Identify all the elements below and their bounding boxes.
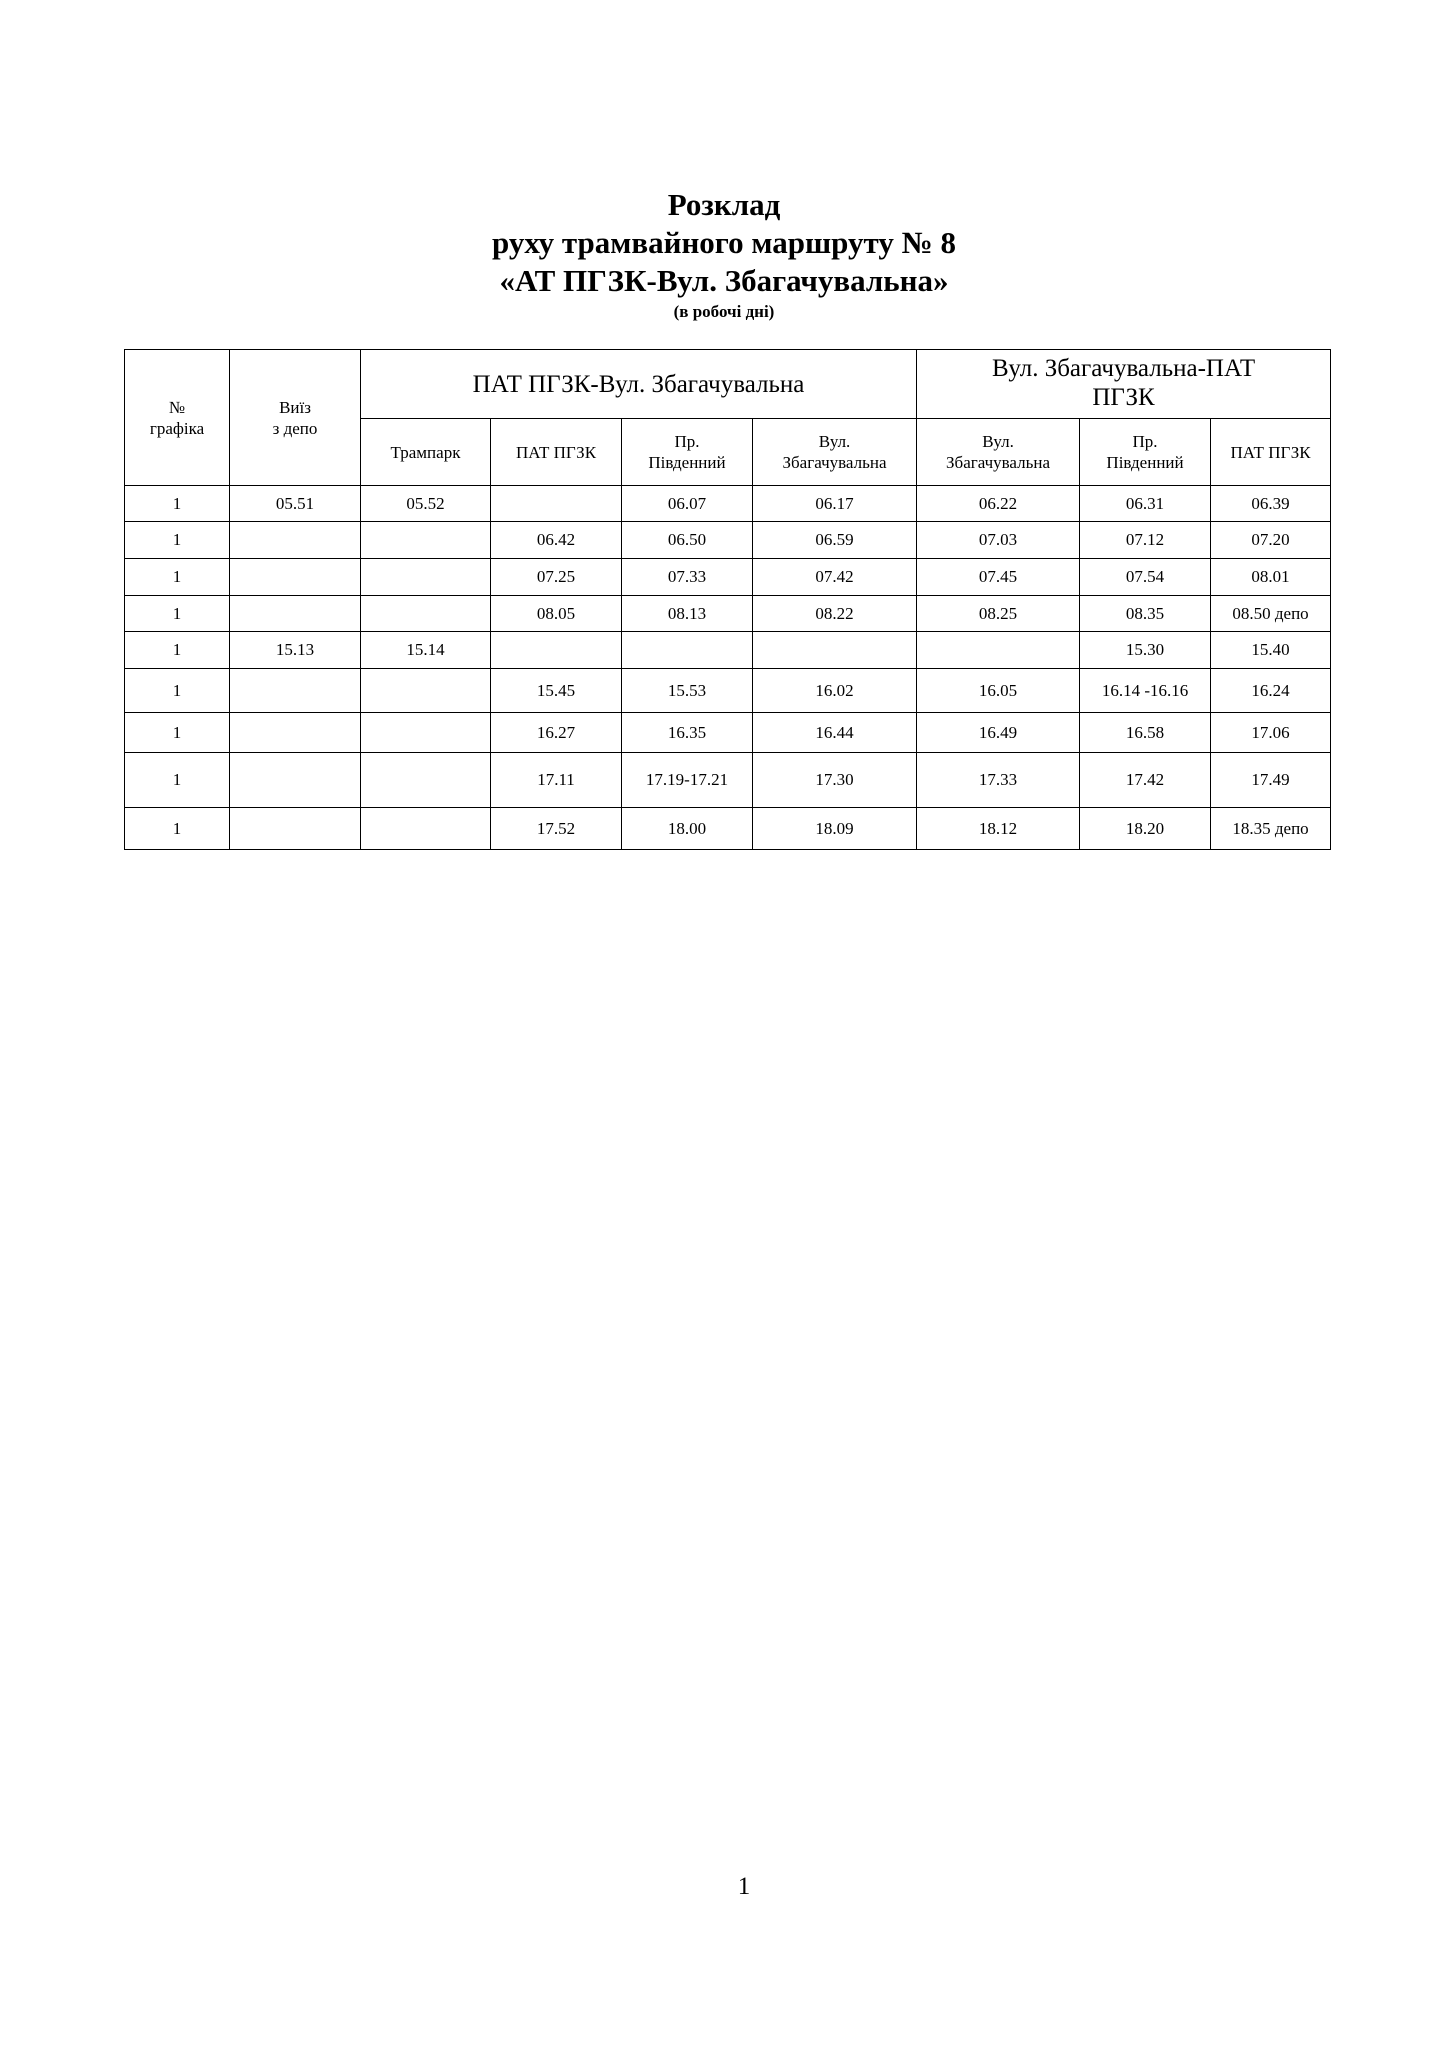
header-stop-pat-pgzk: ПАТ ПГЗК xyxy=(491,419,622,486)
header-depot-exit: Виїз з депо xyxy=(230,350,361,486)
cell-time: 06.59 xyxy=(753,522,917,559)
table-row xyxy=(125,753,1331,808)
cell-schedule-number: 1 xyxy=(125,713,230,753)
cell-time: 07.54 xyxy=(1080,559,1211,596)
cell-time: 08.25 xyxy=(917,596,1080,632)
table-row xyxy=(125,632,1331,669)
table-row xyxy=(125,713,1331,753)
title-line-3: «АТ ПГЗК-Вул. Збагачувальна» xyxy=(499,263,949,298)
cell-depot-exit xyxy=(230,559,361,596)
cell-depot-exit xyxy=(230,522,361,559)
cell-time: 16.35 xyxy=(622,713,753,753)
cell-time: 17.49 xyxy=(1211,753,1331,808)
title-block xyxy=(0,186,1448,323)
header-schedule-number: № графіка xyxy=(125,350,230,486)
cell-time: 08.35 xyxy=(1080,596,1211,632)
cell-time: 17.11 xyxy=(491,753,622,808)
cell-time: 06.31 xyxy=(1080,486,1211,522)
cell-time xyxy=(917,632,1080,669)
cell-depot-exit xyxy=(230,753,361,808)
cell-time: 18.20 xyxy=(1080,808,1211,850)
cell-time: 07.25 xyxy=(491,559,622,596)
cell-time: 16.14 -16.16 xyxy=(1080,669,1211,713)
cell-time: 06.50 xyxy=(622,522,753,559)
cell-time: 06.39 xyxy=(1211,486,1331,522)
cell-time xyxy=(491,632,622,669)
cell-time: 07.20 xyxy=(1211,522,1331,559)
cell-time xyxy=(361,669,491,713)
table-row xyxy=(125,596,1331,632)
cell-time: 08.01 xyxy=(1211,559,1331,596)
cell-schedule-number: 1 xyxy=(125,669,230,713)
cell-time: 07.45 xyxy=(917,559,1080,596)
header-stop-pivdennyi: Пр. Південний xyxy=(622,419,753,486)
cell-time: 06.42 xyxy=(491,522,622,559)
header-stop-zbahachuvalna: Вул. Збагачувальна xyxy=(753,419,917,486)
header-row-1 xyxy=(125,350,1331,419)
cell-time xyxy=(361,559,491,596)
cell-time: 17.33 xyxy=(917,753,1080,808)
cell-time: 15.40 xyxy=(1211,632,1331,669)
cell-time xyxy=(622,632,753,669)
table-row xyxy=(125,808,1331,850)
cell-time xyxy=(361,713,491,753)
cell-time: 08.05 xyxy=(491,596,622,632)
cell-time: 15.53 xyxy=(622,669,753,713)
cell-schedule-number: 1 xyxy=(125,808,230,850)
cell-time: 18.35 депо xyxy=(1211,808,1331,850)
table-row xyxy=(125,669,1331,713)
cell-time: 16.58 xyxy=(1080,713,1211,753)
header-group-outbound: ПАТ ПГЗК-Вул. Збагачувальна xyxy=(361,350,917,419)
title-line-2: руху трамвайного маршруту № 8 xyxy=(491,225,956,260)
cell-time: 05.52 xyxy=(361,486,491,522)
cell-time: 08.13 xyxy=(622,596,753,632)
table-row xyxy=(125,486,1331,522)
cell-time: 17.19-17.21 xyxy=(622,753,753,808)
cell-schedule-number: 1 xyxy=(125,632,230,669)
header-group-inbound: Вул. Збагачувальна-ПАТ ПГЗК xyxy=(917,350,1331,419)
cell-time: 06.22 xyxy=(917,486,1080,522)
cell-time: 07.42 xyxy=(753,559,917,596)
header-stop-tram-park: Трампарк xyxy=(361,419,491,486)
cell-schedule-number: 1 xyxy=(125,522,230,559)
cell-time: 17.06 xyxy=(1211,713,1331,753)
cell-time xyxy=(361,596,491,632)
cell-time xyxy=(491,486,622,522)
cell-time xyxy=(361,808,491,850)
title-line-1: Розклад xyxy=(667,187,781,222)
cell-time xyxy=(753,632,917,669)
cell-time: 07.03 xyxy=(917,522,1080,559)
cell-time: 15.30 xyxy=(1080,632,1211,669)
title-subtitle: (в робочі дні) xyxy=(673,302,775,321)
cell-time: 16.24 xyxy=(1211,669,1331,713)
cell-time: 08.22 xyxy=(753,596,917,632)
cell-time: 06.07 xyxy=(622,486,753,522)
cell-time: 15.14 xyxy=(361,632,491,669)
cell-time xyxy=(361,753,491,808)
cell-depot-exit xyxy=(230,808,361,850)
cell-schedule-number: 1 xyxy=(125,753,230,808)
cell-depot-exit: 15.13 xyxy=(230,632,361,669)
cell-time: 16.44 xyxy=(753,713,917,753)
cell-time: 16.27 xyxy=(491,713,622,753)
cell-time: 16.05 xyxy=(917,669,1080,713)
header-stop-pat-pgzk-return: ПАТ ПГЗК xyxy=(1211,419,1331,486)
cell-time: 07.12 xyxy=(1080,522,1211,559)
table-row xyxy=(125,559,1331,596)
cell-time xyxy=(361,522,491,559)
cell-depot-exit xyxy=(230,713,361,753)
cell-time: 17.42 xyxy=(1080,753,1211,808)
cell-time: 18.09 xyxy=(753,808,917,850)
cell-time: 15.45 xyxy=(491,669,622,713)
cell-schedule-number: 1 xyxy=(125,559,230,596)
cell-time: 17.30 xyxy=(753,753,917,808)
cell-depot-exit xyxy=(230,669,361,713)
cell-time: 16.02 xyxy=(753,669,917,713)
header-stop-zbahachuvalna-return: Вул. Збагачувальна xyxy=(917,419,1080,486)
cell-time: 18.00 xyxy=(622,808,753,850)
header-stop-pivdennyi-return: Пр. Південний xyxy=(1080,419,1211,486)
cell-depot-exit: 05.51 xyxy=(230,486,361,522)
page-number: 1 xyxy=(737,1873,751,1900)
schedule-table xyxy=(124,349,1331,850)
cell-schedule-number: 1 xyxy=(125,486,230,522)
table-row xyxy=(125,522,1331,559)
cell-time: 17.52 xyxy=(491,808,622,850)
cell-time: 16.49 xyxy=(917,713,1080,753)
cell-schedule-number: 1 xyxy=(125,596,230,632)
cell-time: 07.33 xyxy=(622,559,753,596)
cell-time: 18.12 xyxy=(917,808,1080,850)
cell-time: 06.17 xyxy=(753,486,917,522)
cell-depot-exit xyxy=(230,596,361,632)
cell-time: 08.50 депо xyxy=(1211,596,1331,632)
